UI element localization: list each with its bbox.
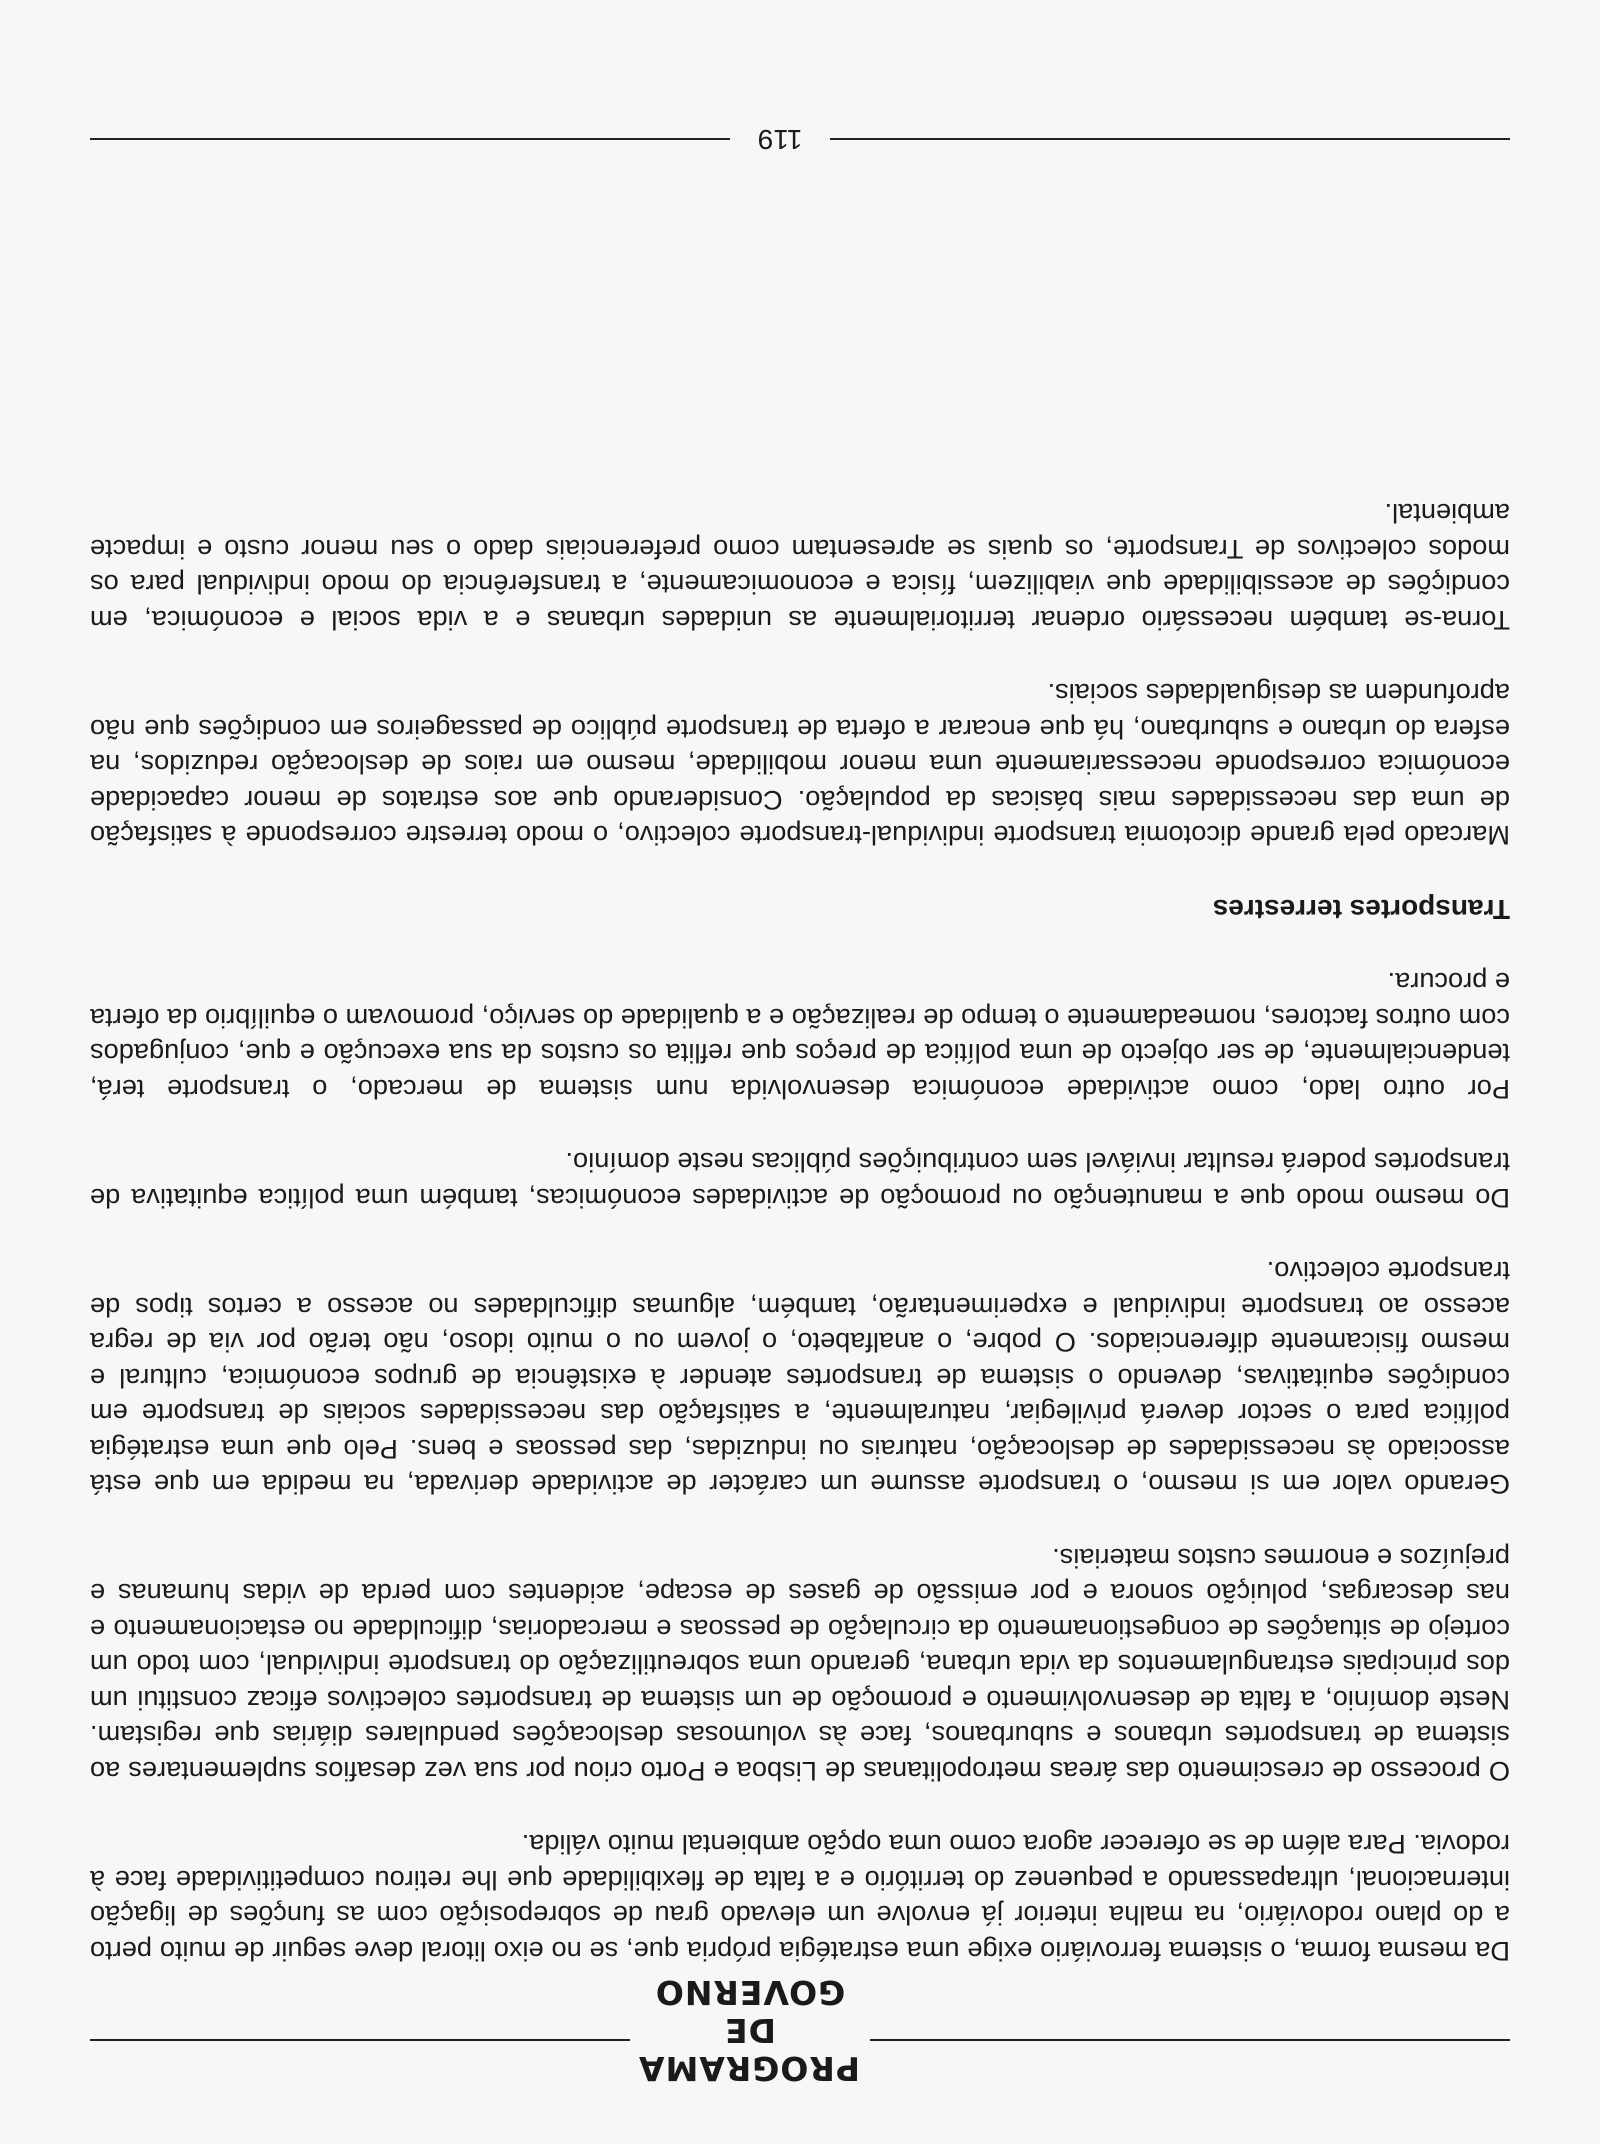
header-title-line2: DE GOVERNO (654, 1973, 846, 2050)
paragraph: Do mesmo modo que a manutenção ou promoção de actividades económicas, também uma política equitativa de transportes poderá resultar inviável sem contribuições públicas neste domínio. (90, 1147, 1510, 1214)
header-title (637, 1973, 860, 2088)
paragraph: Torna-se também necessário ordenar territorialmente as unidades urbanas e a vida social e económica, em condições de acessibilidade que viabilizem, física e economicamente, a transferência do modo individual para os modos colectivos de Transporte, os quais se apresentam como preferenciais dado o seu menor custo e impacte ambiental. (90, 498, 1510, 636)
paragraph: O processo de crescimento das áreas metropolitanas de Lisboa e Porto criou por sua vez desafios suplementares ao sistema de transportes urbanos e suburbanos, face às volumosas deslocações pendulares diárias que registam. Neste domínio, a falta de desenvolvimento e promoção de um sistema de transportes colectivos eficaz constitui um dos principais estrangulamentos da vida urbana, gerando uma sobreutilização do transporte individual, com todo um cortejo de situações de congestionamento da circulação de pessoas e mercadorias, dificuldade no estacionamento e nas descargas, poluição sonora e por emissão de gases de escape, acidentes com perda de vidas humanas e prejuízos e enormes custos materiais. (90, 1543, 1510, 1787)
paragraph: Gerando valor em si mesmo, o transporte assume um carácter de actividade derivada, na medida em que está associado às necessidades de deslocação, naturais ou induzidas, das pessoas e bens. Pelo que uma estratégia política para o sector deverá privilegiar, naturalmente, a satisfação das necessidades sociais de transporte em condições equitativas, devendo o sistema de transportes atender à existência de grupos económica, cultural e mesmo fisicamente diferenciados. O pobre, o analfabeto, o jovem ou o muito idoso, não terão por via de regra acesso ao transporte individual e experimentarão, também, algumas dificuldades no acesso a certos tipos de transporte colectivo. (90, 1256, 1510, 1501)
header-title-line1: PROGRAMA (637, 2049, 860, 2088)
header-rule-left (870, 2039, 1510, 2041)
section-heading: Transportes terrestres (1212, 894, 1510, 925)
body-text (90, 458, 1510, 1969)
paragraph: Por outro lado, como actividade económica desenvolvida num sistema de mercado, o transporte terá, tendencialmente, de ser objecto de uma política de preços que reflita os custos da sua execução e que, conjugados com outros factores, nomeadamente o tempo de realização e a qualidade do serviço, promovam o equilíbrio da oferta e procura. (90, 967, 1510, 1105)
page-footer (90, 119, 1510, 159)
header-rule-right (90, 2039, 630, 2041)
page-header (90, 1973, 1510, 2089)
footer-rule-left (830, 138, 1510, 140)
paragraph: Marcado pela grande dicotomia transporte individual-transporte colectivo, o modo terrestre corresponde à satisfação de uma das necessidades mais básicas da população. Considerando que aos estratos de menor capacidade económica corresponde necessariamente uma menor mobilidade, mesmo em raios de deslocação reduzidos, na esfera do urbano e suburbano, há que encarar a oferta de transporte público de passageiros em condições que não aprofundem as desigualdades sociais. (90, 678, 1510, 852)
paragraph: Da mesma forma, o sistema ferroviário exige uma estratégia própria que, se no eixo litoral deve seguir de muito perto a do plano rodoviário, na malha interior já envolve um elevado grau de sobreposição com as funções de ligação internacional, ultrapassando a pequenez do território e a falta de flexibilidade que lhe retirou competitividade face à rodovia. Para além de se oferecer agora como uma opção ambiental muito válida. (90, 1829, 1510, 1967)
footer-rule-right (90, 138, 730, 140)
page-number: 119 (757, 124, 803, 155)
